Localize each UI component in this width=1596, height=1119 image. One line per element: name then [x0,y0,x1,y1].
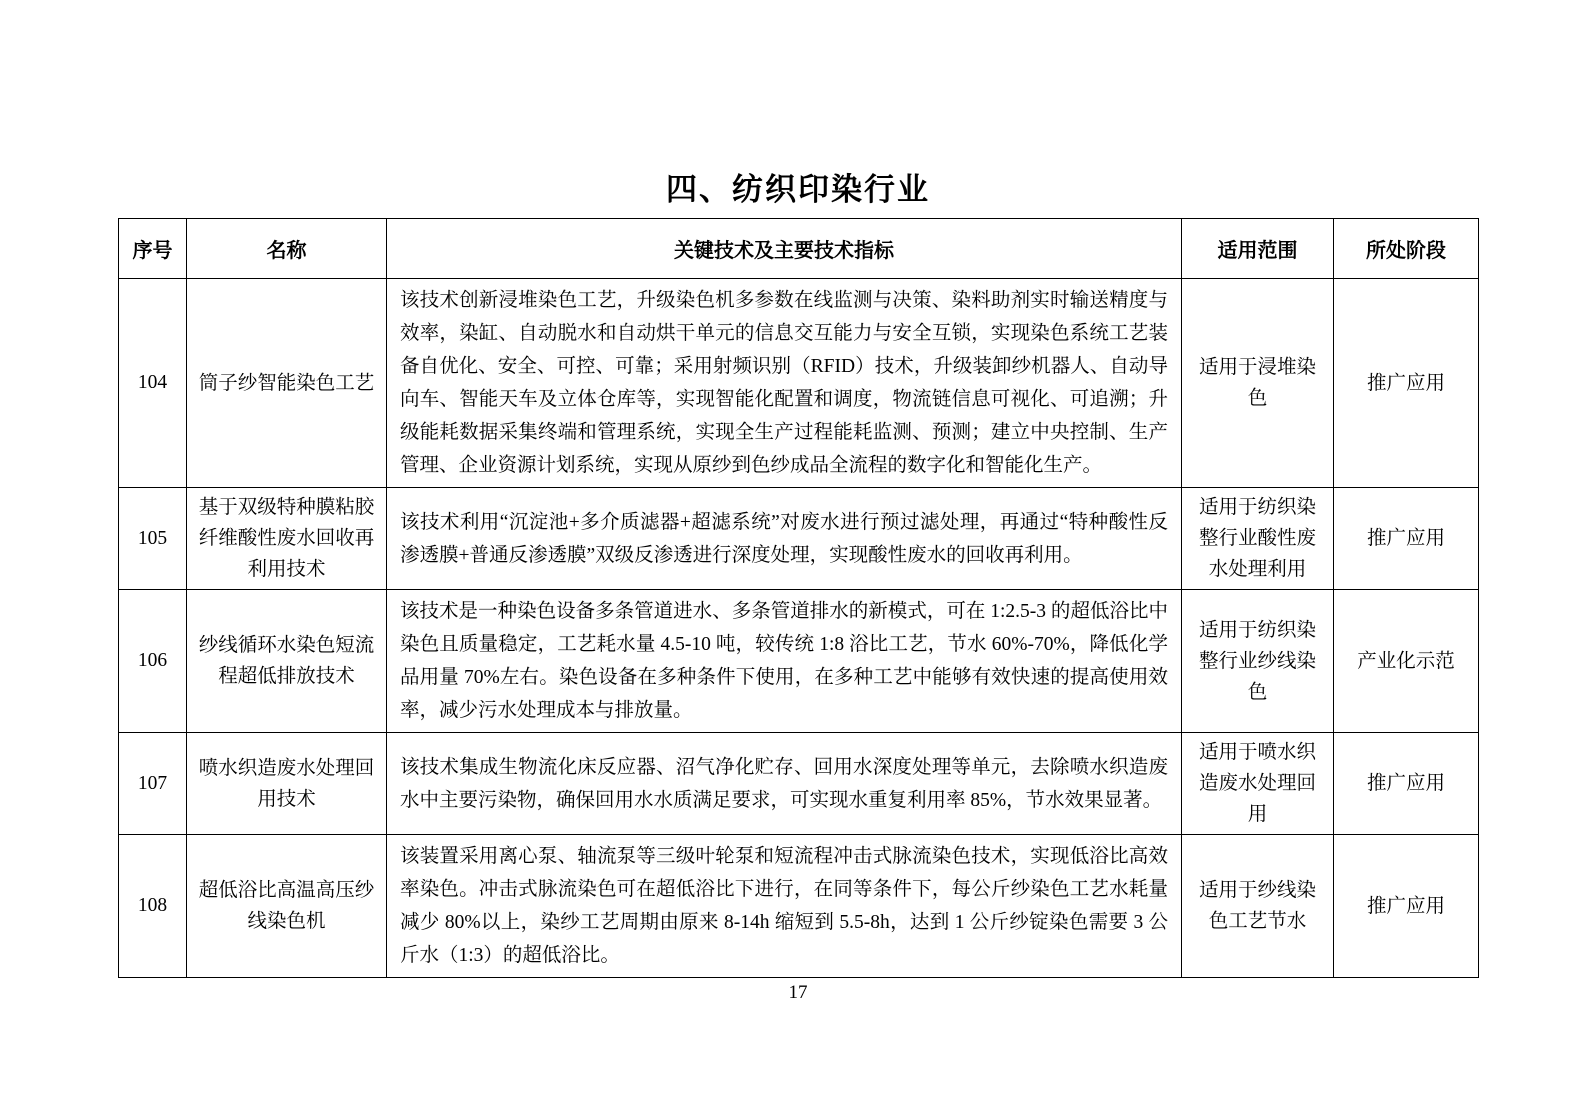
page-title: 四、纺织印染行业 [666,172,930,207]
stage-cell: 推广应用 [1334,733,1479,835]
header-name: 名称 [187,219,387,279]
header-scope: 适用范围 [1182,219,1334,279]
tech-description-cell: 该技术集成生物流化床反应器、沼气净化贮存、回用水深度处理等单元，去除喷水织造废水中主要污染物，确保回用水水质满足要求，可实现水重复利用率 85%，节水效果显著。 [387,733,1182,835]
table-row [119,279,1479,488]
table-row [119,488,1479,590]
table-header-row [119,219,1479,279]
tech-description-cell: 该装置采用离心泵、轴流泵等三级叶轮泵和短流程冲击式脉流染色技术，实现低浴比高效率染色。冲击式脉流染色可在超低浴比下进行，在同等条件下，每公斤纱染色工艺水耗量减少 80%以上，染纱工艺周期由原来 8-14h 缩短到 5.5-8h，达到 1 公斤纱锭染色需要 3 公斤水（1:3）的超低浴比。 [387,835,1182,978]
row-number-cell: 108 [119,835,187,978]
tech-name-cell: 筒子纱智能染色工艺 [187,279,387,488]
table-row [119,590,1479,733]
stage-cell: 推广应用 [1334,279,1479,488]
stage-cell: 推广应用 [1334,835,1479,978]
technology-table-container [118,218,1478,978]
table-row [119,733,1479,835]
header-key-tech: 关键技术及主要技术指标 [387,219,1182,279]
tech-name-cell: 纱线循环水染色短流程超低排放技术 [187,590,387,733]
tech-description-cell: 该技术创新浸堆染色工艺，升级染色机多参数在线监测与决策、染料助剂实时输送精度与效率，染缸、自动脱水和自动烘干单元的信息交互能力与安全互锁，实现染色系统工艺装备自优化、安全、可控、可靠；采用射频识别（RFID）技术，升级装卸纱机器人、自动导向车、智能天车及立体仓库等，实现智能化配置和调度，物流链信息可视化、可追溯；升级能耗数据采集终端和管理系统，实现全生产过程能耗监测、预测；建立中央控制、生产管理、企业资源计划系统，实现从原纱到色纱成品全流程的数字化和智能化生产。 [387,279,1182,488]
row-number-cell: 105 [119,488,187,590]
tech-description-cell: 该技术利用“沉淀池+多介质滤器+超滤系统”对废水进行预过滤处理，再通过“特种酸性反渗透膜+普通反渗透膜”双级反渗透进行深度处理，实现酸性废水的回收再利用。 [387,488,1182,590]
technology-table [118,218,1479,978]
tech-name-cell: 喷水织造废水处理回用技术 [187,733,387,835]
row-number-cell: 104 [119,279,187,488]
page-number: 17 [788,982,808,1003]
scope-cell: 适用于纺织染整行业纱线染色 [1182,590,1334,733]
stage-cell: 产业化示范 [1334,590,1479,733]
scope-cell: 适用于喷水织造废水处理回用 [1182,733,1334,835]
table-row [119,835,1479,978]
stage-cell: 推广应用 [1334,488,1479,590]
tech-name-cell: 基于双级特种膜粘胶纤维酸性废水回收再利用技术 [187,488,387,590]
scope-cell: 适用于纺织染整行业酸性废水处理利用 [1182,488,1334,590]
row-number-cell: 107 [119,733,187,835]
row-number-cell: 106 [119,590,187,733]
tech-name-cell: 超低浴比高温高压纱线染色机 [187,835,387,978]
tech-description-cell: 该技术是一种染色设备多条管道进水、多条管道排水的新模式，可在 1:2.5-3 的超低浴比中染色且质量稳定，工艺耗水量 4.5-10 吨，较传统 1:8 浴比工艺，节水 60%-70%，降低化学品用量 70%左右。染色设备在多种条件下使用，在多种工艺中能够有效快速的提高使用效率，减少污水处理成本与排放量。 [387,590,1182,733]
scope-cell: 适用于浸堆染色 [1182,279,1334,488]
header-serial-number: 序号 [119,219,187,279]
scope-cell: 适用于纱线染色工艺节水 [1182,835,1334,978]
header-stage: 所处阶段 [1334,219,1479,279]
